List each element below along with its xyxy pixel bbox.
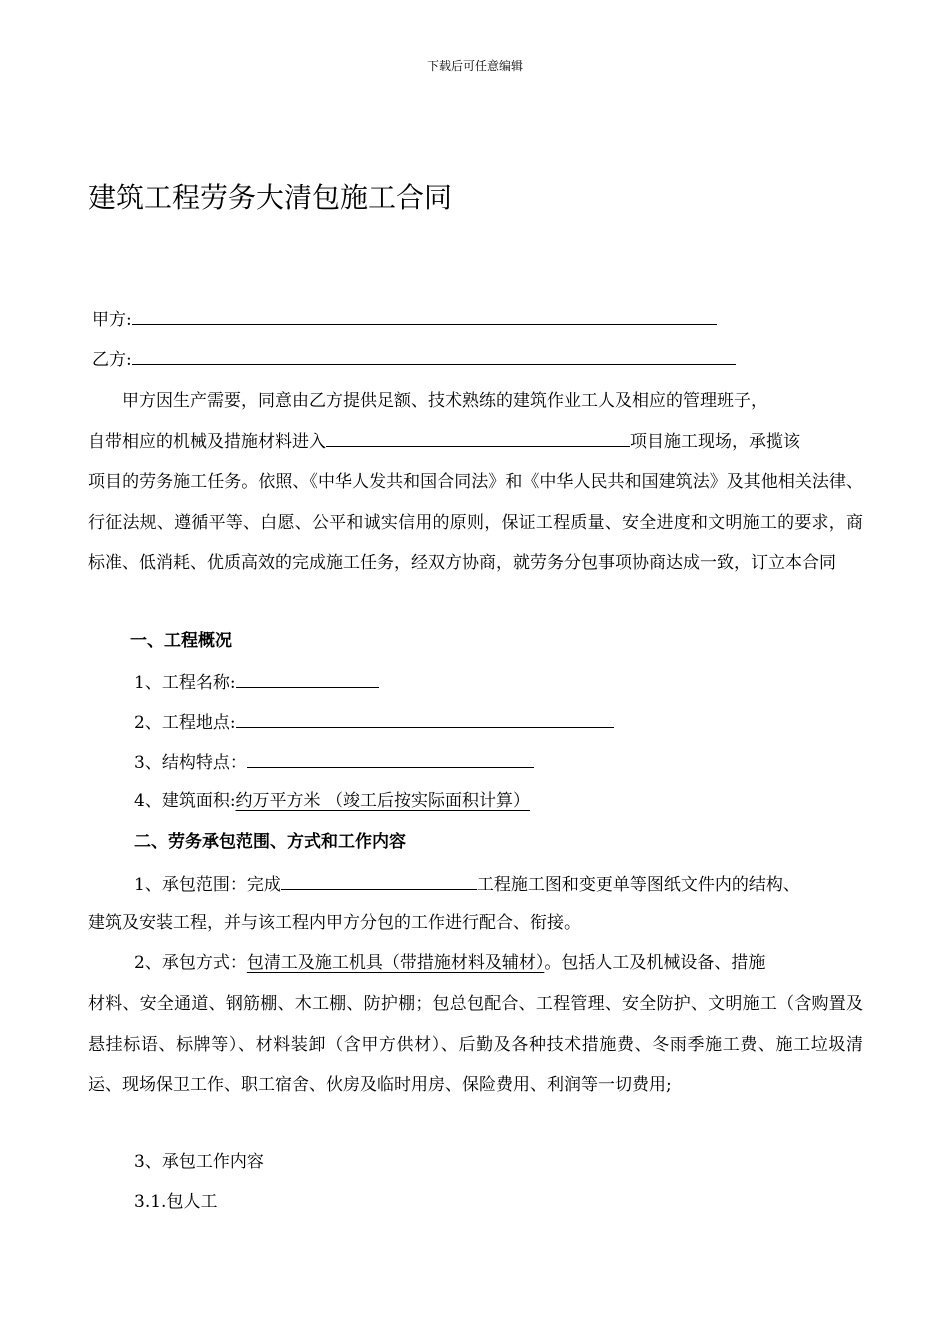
- project-site-blank: [326, 428, 630, 447]
- project-location-blank: [236, 709, 614, 728]
- building-area-label: 4、建筑面积:: [134, 791, 236, 811]
- building-area-value: 约万平方米 （竣工后按实际面积计算）: [235, 791, 530, 811]
- party-b-line: [92, 346, 736, 372]
- scope-blank: [281, 871, 477, 890]
- preamble-line2: [88, 422, 863, 463]
- header-note: 下载后可任意编辑: [426, 59, 523, 73]
- project-name-blank: [236, 669, 379, 688]
- mode-value: 包清工及施工机具（带措施材料及辅材）: [246, 953, 545, 973]
- contract-title: 建筑工程劳务大清包施工合同: [88, 181, 453, 214]
- preamble-line2-before: 自带相应的机械及措施材料进入: [88, 431, 326, 452]
- project-name-line: [134, 669, 379, 695]
- scope-before: 1、承包范围：完成: [134, 875, 281, 895]
- mode-rest: 材料、安全通道、钢筋棚、木工棚、防护棚；包总包配合、工程管理、安全防护、文明施工（含购置及悬挂标语、标牌等）、材料装卸（含甲方供材）、后勤及各种技术措施费、冬雨季施工费、施工垃圾清运、现场保卫工作、职工宿舍、伙房及临时用房、保险费用、利润等一切费用;: [88, 994, 863, 1095]
- content-sub: 3.1.包人工: [134, 1192, 218, 1212]
- project-location-line: [134, 709, 614, 735]
- party-a-label: 甲方:: [92, 310, 132, 330]
- preamble-rest: 项目的劳务施工任务。依照、《中华人发共和国合同法》和《中华人民共和国建筑法》及其他相关法律、行征法规、遵循平等、白愿、公平和诚实信用的原则，保证工程质量、安全进度和文明施工的要求，商标准、低消耗、优质高效的完成施工任务，经双方协商，就劳务分包事项协商达成一致，订立本合同: [88, 472, 863, 573]
- party-a-line: [92, 306, 717, 332]
- project-name-label: 1、工程名称:: [134, 673, 236, 693]
- structure-blank: [247, 749, 534, 768]
- building-area-line: [134, 789, 530, 813]
- section2-heading: 二、劳务承包范围、方式和工作内容: [134, 832, 406, 852]
- project-location-label: 2、工程地点:: [134, 713, 236, 733]
- party-a-blank: [132, 306, 717, 325]
- preamble-line1: 甲方因生产需要，同意由乙方提供足额、技术熟练的建筑作业工人及相应的管理班子，: [122, 391, 768, 411]
- mode-rest-line1: 。包括人工及机械设备、措施: [544, 953, 766, 973]
- mode-line1: [134, 951, 765, 975]
- scope-line2: 建筑及安装工程，并与该工程内甲方分包的工作进行配合、衔接。: [88, 913, 581, 933]
- scope-after: 工程施工图和变更单等图纸文件内的结构、: [476, 875, 800, 895]
- mode-label: 2、承包方式：: [134, 953, 247, 973]
- content-label: 3、承包工作内容: [134, 1152, 264, 1172]
- mode-paragraph: [88, 984, 863, 1106]
- preamble-line2-after: 项目施工现场，承揽该: [630, 431, 800, 452]
- structure-label: 3、结构特点：: [134, 753, 247, 773]
- scope-line1: [134, 871, 800, 897]
- section1-heading: 一、工程概况: [130, 631, 232, 651]
- preamble-paragraph: [88, 381, 863, 584]
- structure-line: [134, 749, 534, 775]
- party-b-label: 乙方:: [92, 350, 132, 370]
- party-b-blank: [132, 346, 736, 365]
